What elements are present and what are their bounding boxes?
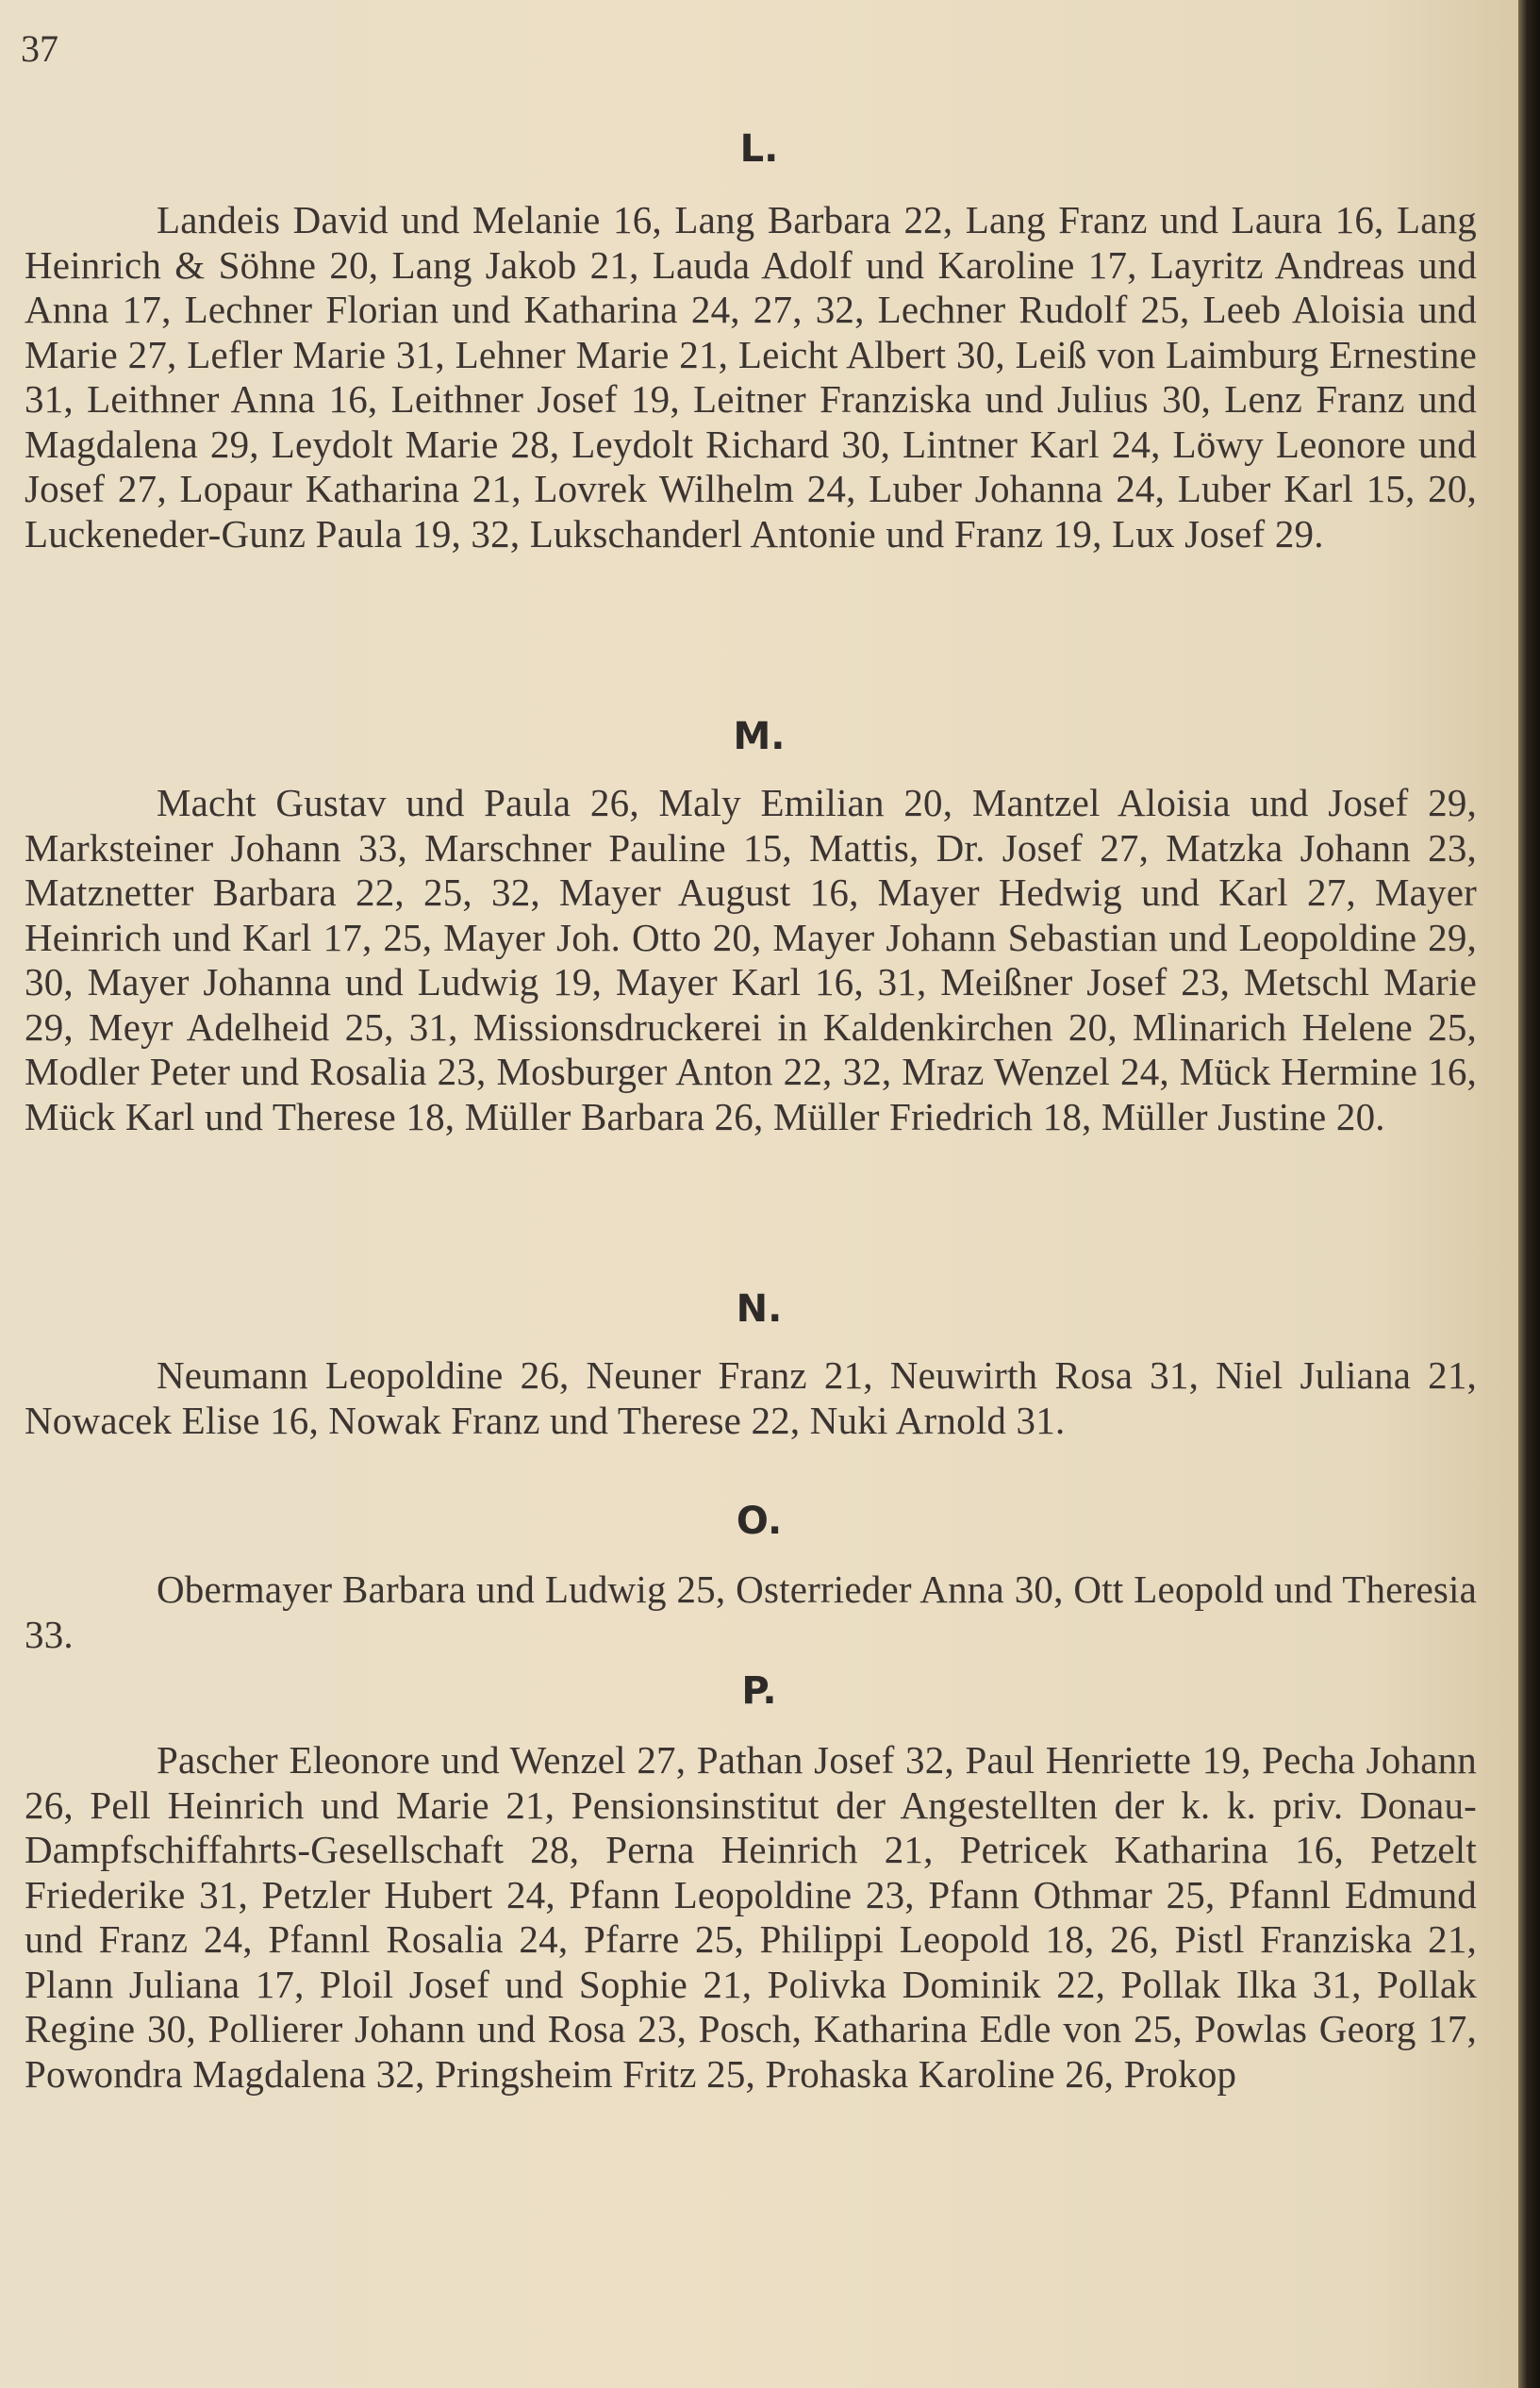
section-o-entries: Obermayer Barbara und Ludwig 25, Osterrieder Anna 30, Ott Leopold und Theresia 33. xyxy=(25,1567,1477,1656)
section-heading-o: O. xyxy=(736,1500,783,1543)
section-heading-p: P. xyxy=(741,1669,777,1713)
section-m-entries: Macht Gustav und Paula 26, Maly Emilian 20, Mantzel Aloisia und Josef 29, Marksteiner Johann 33, Marschner Pauline 15, Mattis, Dr. Josef 27, Matzka Johann 23, Matznetter Barbara 22, 25, 32, Mayer August 16, Mayer Hedwig und Karl 27, Mayer Heinrich und Karl 17, 25, Mayer Joh. Otto 20, Mayer Johann Sebastian und Leopoldine 29, 30, Mayer Johanna und Ludwig 19, Mayer Karl 16, 31, Meißner Josef 23, Metschl Marie 29, Meyr Adelheid 25, 31, Missionsdruckerei in Kaldenkirchen 20, Mlinarich Helene 25, Modler Peter und Rosalia 23, Mosburger Anton 22, 32, Mraz Wenzel 24, Mück Hermine 16, Mück Karl und Therese 18, Müller Barbara 26, Müller Friedrich 18, Müller Justine 20. xyxy=(25,781,1477,1138)
section-l-entries: Landeis David und Melanie 16, Lang Barbara 22, Lang Franz und Laura 16, Lang Heinrich & Söhne 20, Lang Jakob 21, Lauda Adolf und Karoline 17, Layritz Andreas und Anna 17, Lechner Florian und Katharina 24, 27, 32, Lechner Rudolf 25, Leeb Aloisia und Marie 27, Lefler Marie 31, Lehner Marie 21, Leicht Albert 30, Leiß von Laimburg Ernestine 31, Leithner Anna 16, Leithner Josef 19, Leitner Franziska und Julius 30, Lenz Franz und Magdalena 29, Leydolt Marie 28, Leydolt Richard 30, Lintner Karl 24, Löwy Leonore und Josef 27, Lopaur Katharina 21, Lovrek Wilhelm 24, Luber Johanna 24, Luber Karl 15, 20, Luckeneder-Gunz Paula 19, 32, Lukschanderl Antonie und Franz 19, Lux Josef 29. xyxy=(25,198,1477,556)
section-heading-m: M. xyxy=(733,715,786,758)
page-number: 37 xyxy=(21,27,58,70)
section-n-entries: Neumann Leopoldine 26, Neuner Franz 21, Neuwirth Rosa 31, Niel Juliana 21, Nowacek Elise 16, Nowak Franz und Therese 22, Nuki Arnold 31. xyxy=(25,1353,1477,1442)
section-heading-l: L. xyxy=(739,127,779,171)
section-heading-n: N. xyxy=(736,1287,783,1331)
book-binding-edge xyxy=(1518,0,1540,2388)
section-p-entries: Pascher Eleonore und Wenzel 27, Pathan Josef 32, Paul Henriette 19, Pecha Johann 26, Pell Heinrich und Marie 21, Pensionsinstitut der Angestellten der k. k. priv. Donau-Dampfschiffahrts-Gesellschaft 28, Perna Heinrich 21, Petricek Katharina 16, Petzelt Friederike 31, Petzler Hubert 24, Pfann Leopoldine 23, Pfann Othmar 25, Pfannl Edmund und Franz 24, Pfannl Rosalia 24, Pfarre 25, Philippi Leopold 18, 26, Pistl Franziska 21, Plann Juliana 17, Ploil Josef und Sophie 21, Polivka Dominik 22, Pollak Ilka 31, Pollak Regine 30, Pollierer Johann und Rosa 23, Posch, Katharina Edle von 25, Powlas Georg 17, Powondra Magdalena 32, Pringsheim Fritz 25, Prohaska Karoline 26, Prokop xyxy=(25,1738,1477,2096)
